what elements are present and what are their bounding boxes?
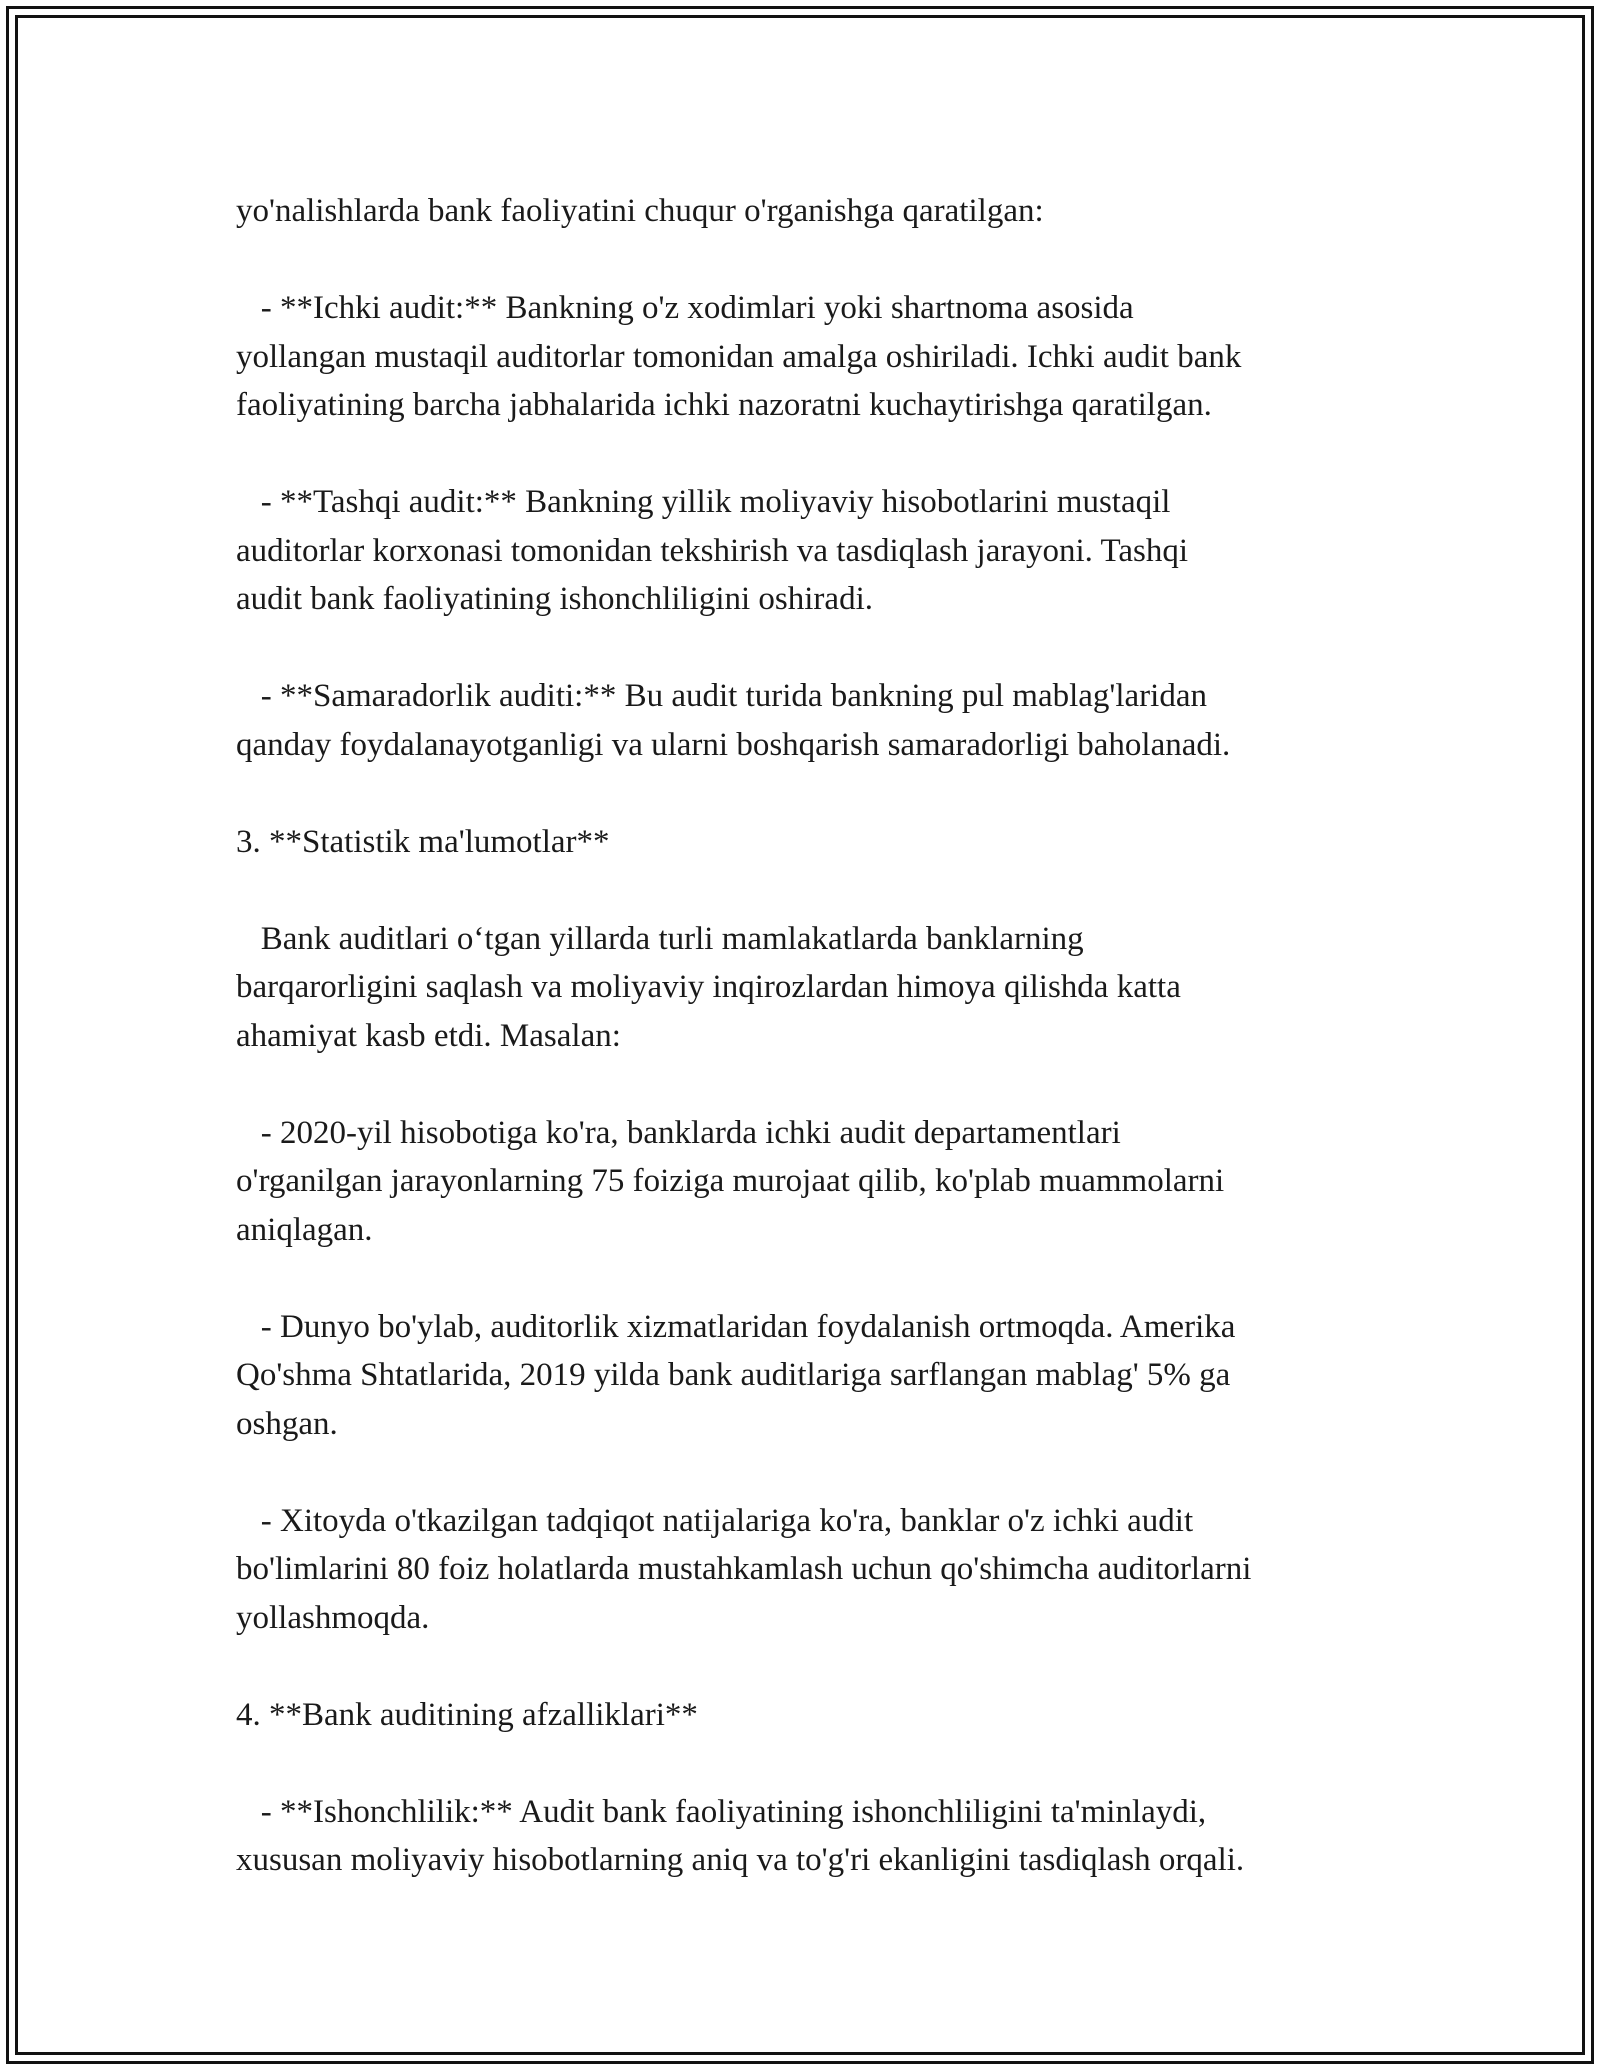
list-item-samaradorlik-auditi: - **Samaradorlik auditi:** Bu audit turida bankning pul mablag'laridan qanday foydalanayotganligi va ularni boshqarish samaradorligi baholanadi. [236,678,1231,763]
list-item-ishonchlilik: - **Ishonchlilik:** Audit bank faoliyatining ishonchliligini ta'minlaydi, xususan moliyaviy hisobotlarning aniq va to'g'ri ekanligini tasdiqlash orqali. [236,1793,1245,1878]
list-item-2020-hisobot: - 2020-yil hisobotiga ko'ra, banklarda ichki audit departamentlari o'rganilgan jarayonlarning 75 foiziga murojaat qilib, ko'plab muammolarni aniqlagan. [236,1114,1225,1248]
list-item-tashqi-audit: - **Tashqi audit:** Bankning yillik moliyaviy hisobotlarini mustaqil auditorlar korxonasi tomonidan tekshirish va tasdiqlash jarayoni. Tashqi audit bank faoliyatining ishonchliligini oshiradi. [236,484,1189,617]
paragraph-intro-continuation: yo'nalishlarda bank faoliyatini chuqur o'rganishga qaratilgan: [236,193,1044,229]
document-body [236,187,1396,1885]
section-heading-afzalliklar: 4. **Bank auditining afzalliklari** [236,1696,698,1733]
list-item-xitoy: - Xitoyda o'tkazilgan tadqiqot natijalariga ko'ra, banklar o'z ichki audit bo'limlarini 80 foiz holatlarda mustahkamlash uchun qo'shimcha auditorlarni yollashmoqda. [236,1502,1252,1636]
list-item-dunyo-boylab: - Dunyo bo'ylab, auditorlik xizmatlaridan foydalanish ortmoqda. Amerika Qo'shma Shtatlarida, 2019 yilda bank auditlariga sarflangan mablag' 5% ga oshgan. [236,1308,1236,1442]
section-heading-statistik: 3. **Statistik ma'lumotlar** [236,823,610,860]
paragraph-statistik-intro: Bank auditlari o‘tgan yillarda turli mamlakatlarda banklarning barqarorligini saqlash va moliyaviy inqirozlardan himoya qilishda katta ahamiyat kasb etdi. Masalan: [236,920,1181,1054]
list-item-ichki-audit: - **Ichki audit:** Bankning o'z xodimlari yoki shartnoma asosida yollangan mustaqil auditorlar tomonidan amalga oshiriladi. Ichki audit bank faoliyatining barcha jabhalarida ichki nazoratni kuchaytirishga qaratilgan. [236,290,1242,423]
